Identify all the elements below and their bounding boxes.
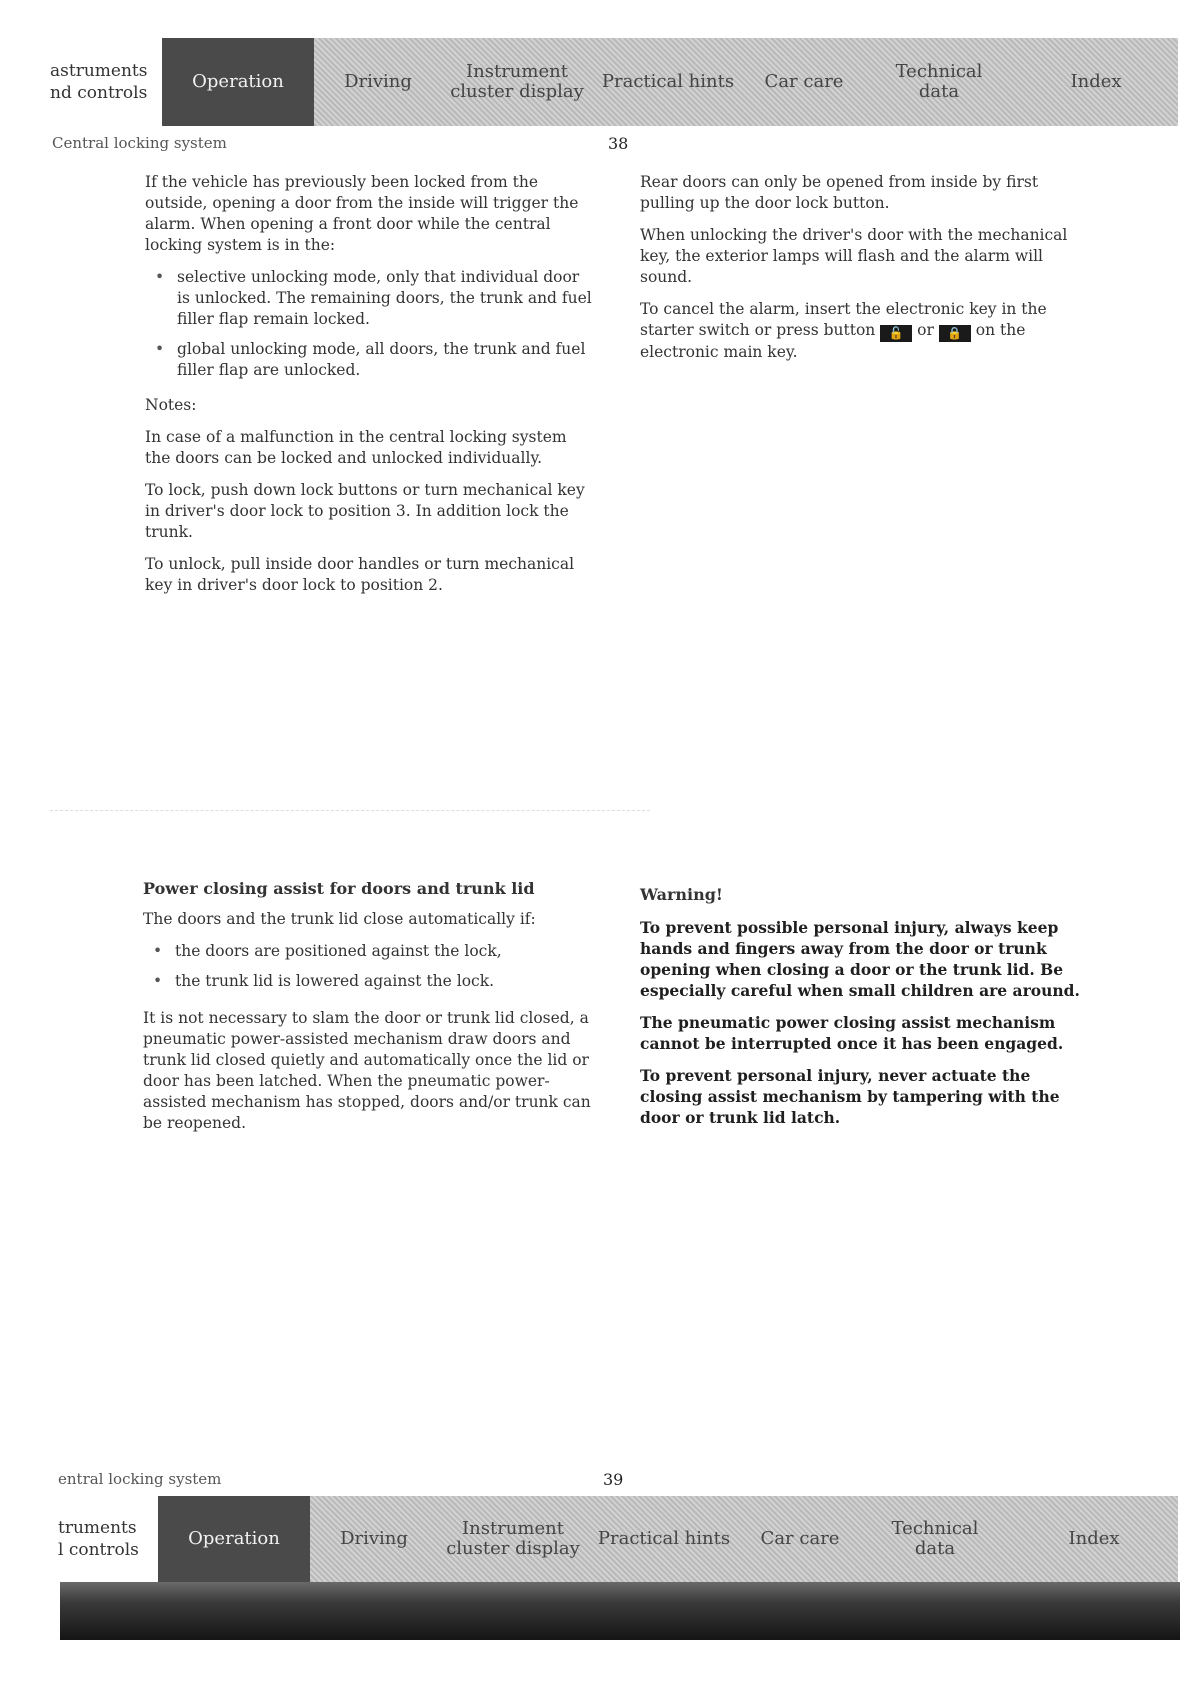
tab-instrument-cluster-display[interactable]: Instrument cluster display xyxy=(450,61,584,102)
paragraph: Rear doors can only be opened from inside by first pulling up the door lock button. xyxy=(640,173,1039,212)
note-paragraph: In case of a malfunction in the central locking system the doors can be locked and unlocked individually. xyxy=(145,428,567,467)
warning-label: Warning! xyxy=(640,885,723,904)
paragraph xyxy=(640,299,1095,363)
cancel-alarm-text-end: on the electronic main key. xyxy=(640,321,1026,361)
tab-index[interactable]: Index xyxy=(1068,1528,1120,1549)
warning-paragraph: The pneumatic power closing assist mechanism cannot be interrupted once it has been engaged. xyxy=(640,1013,1064,1053)
page-39-left-column xyxy=(143,878,593,1145)
bottom-navigation xyxy=(58,1496,1178,1582)
tab-car-care[interactable]: Car care xyxy=(760,1528,840,1549)
tab-car-care[interactable]: Car care xyxy=(764,71,844,92)
page-38-right-column xyxy=(640,172,1095,374)
tab-operation[interactable]: Operation xyxy=(158,1496,310,1582)
page-38-left-column xyxy=(145,172,595,607)
tab-operation[interactable]: Operation xyxy=(162,38,314,126)
list-item: • the doors are positioned against the lock, xyxy=(175,941,593,962)
tab-bar xyxy=(158,1496,1178,1582)
page-38-header: Central locking system xyxy=(52,134,227,152)
tab-driving[interactable]: Driving xyxy=(340,1528,408,1549)
tab-bar xyxy=(162,38,1178,126)
list-item: • selective unlocking mode, only that individual door is unlocked. The remaining doors, the trunk and fuel filler flap remain locked. xyxy=(177,267,595,330)
paragraph: If the vehicle has previously been locked from the outside, opening a door from the inside will trigger the alarm. When opening a front door while the central locking system is in the: xyxy=(145,173,579,254)
page-divider xyxy=(50,810,650,812)
section-label-line-2: l controls xyxy=(58,1540,139,1560)
section-label xyxy=(50,38,162,126)
tab-practical-hints[interactable]: Practical hints xyxy=(601,71,735,92)
tab-index[interactable]: Index xyxy=(1070,71,1122,92)
page-38-number: 38 xyxy=(608,134,629,153)
page-39-right-column xyxy=(640,884,1095,1139)
cancel-alarm-text: To cancel the alarm, insert the electronic key in the starter switch or press button xyxy=(640,300,1047,339)
paragraph: It is not necessary to slam the door or trunk lid closed, a pneumatic power-assisted mechanism draw doors and trunk lid closed quietly and automatically once the lid or door has been latched. When the pneumatic power-assisted mechanism has stopped, doors and/or trunk can be reopened. xyxy=(143,1009,591,1132)
section-label xyxy=(58,1496,158,1582)
note-paragraph: To unlock, pull inside door handles or turn mechanical key in driver's door lock to position 2. xyxy=(145,555,575,594)
tab-driving[interactable]: Driving xyxy=(344,71,412,92)
tab-technical-data[interactable]: Technical data xyxy=(891,1518,979,1559)
tab-instrument-cluster-display[interactable]: Instrument cluster display xyxy=(446,1518,580,1559)
section-label-line-1: truments xyxy=(58,1518,137,1538)
note-paragraph: To lock, push down lock buttons or turn mechanical key in driver's door lock to position 3. In addition lock the trunk. xyxy=(145,481,585,541)
closing-conditions-list xyxy=(143,941,593,992)
list-item: • global unlocking mode, all doors, the trunk and fuel filler flap are unlocked. xyxy=(177,339,595,381)
footer-bar xyxy=(60,1582,1180,1640)
tab-practical-hints[interactable]: Practical hints xyxy=(597,1528,731,1549)
tab-technical-data[interactable]: Technical data xyxy=(895,61,983,102)
paragraph: The doors and the trunk lid close automatically if: xyxy=(143,910,536,928)
lock-icon: 🔒 xyxy=(939,325,971,342)
top-navigation xyxy=(50,38,1178,126)
unlock-mode-list xyxy=(145,267,595,381)
warning-paragraph: To prevent possible personal injury, always keep hands and fingers away from the door or trunk opening when closing a door or the trunk lid. Be especially careful when small children are around. xyxy=(640,918,1080,1000)
notes-label: Notes: xyxy=(145,396,197,414)
unlock-icon: 🔓 xyxy=(880,325,912,342)
section-heading: Power closing assist for doors and trunk lid xyxy=(143,879,535,898)
section-label-line-2: nd controls xyxy=(50,83,148,103)
warning-paragraph: To prevent personal injury, never actuate the closing assist mechanism by tampering with the door or trunk lid latch. xyxy=(640,1066,1060,1127)
paragraph: When unlocking the driver's door with the mechanical key, the exterior lamps will flash and the alarm will sound. xyxy=(640,226,1068,286)
list-item: • the trunk lid is lowered against the lock. xyxy=(175,971,593,992)
page-39-header: entral locking system xyxy=(58,1470,222,1488)
or-text: or xyxy=(917,321,934,339)
section-label-line-1: astruments xyxy=(50,61,148,81)
page-39-number: 39 xyxy=(603,1470,624,1489)
